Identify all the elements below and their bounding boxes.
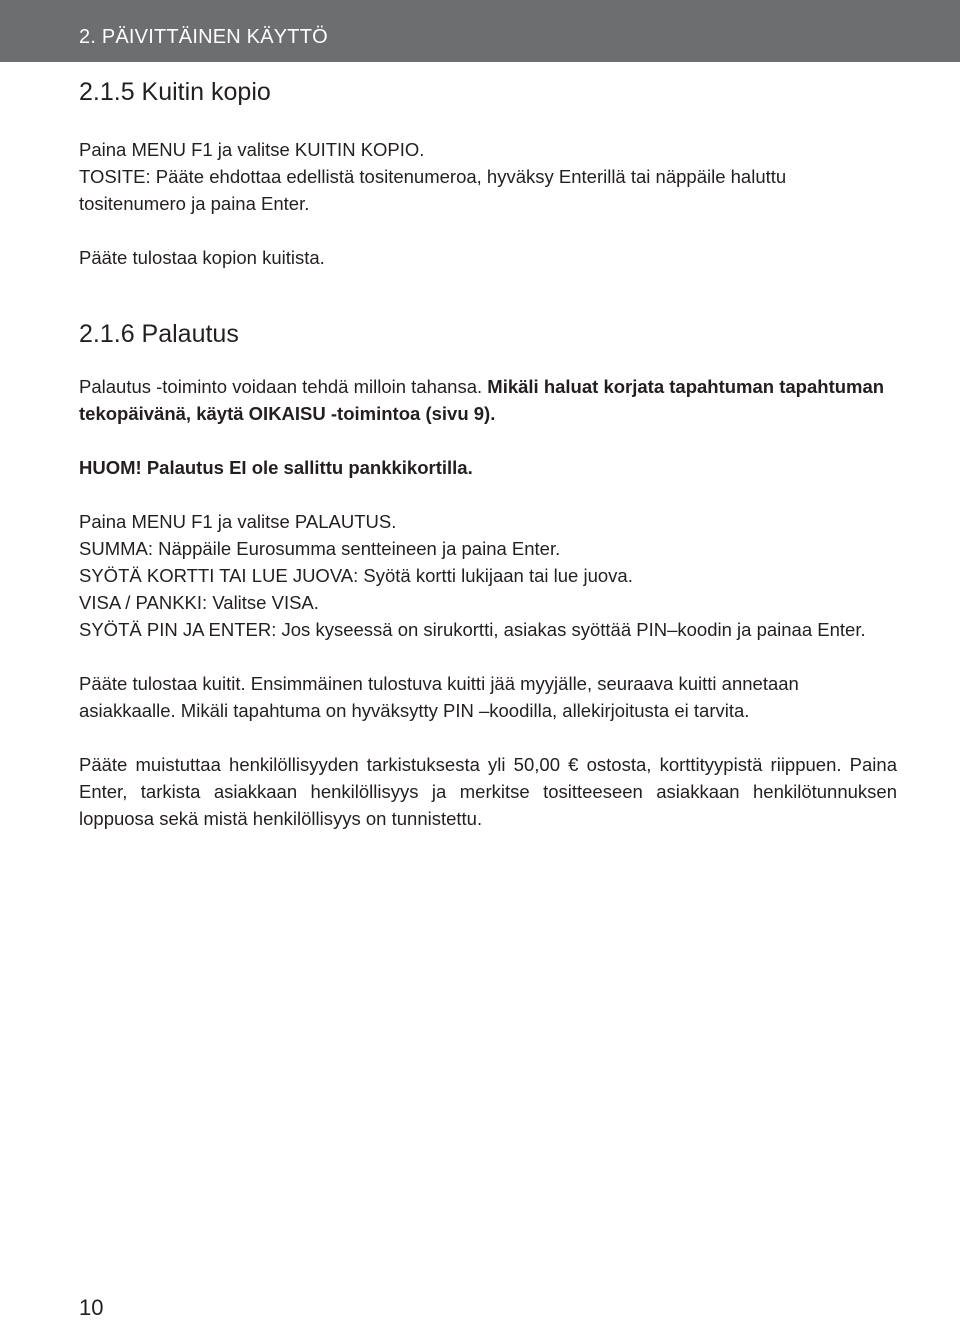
step-item: VISA / PANKKI: Valitse VISA. [79,592,319,613]
step-item: SYÖTÄ KORTTI TAI LUE JUOVA: Syötä kortti lukijaan tai lue juova. [79,565,633,586]
paragraph-id-check: Pääte muistuttaa henkilöllisyyden tarkistuksesta yli 50,00 € ostosta, korttityypistä riippuen. Paina Enter, tarkista asiakkaan henkilöllisyys ja merkitse tositteeseen asiakkaan henkilötunnuksen loppuosa sekä mistä henkilöllisyys on tunnistettu. [79,754,897,829]
intro-text: Palautus -toiminto voidaan tehdä milloin tahansa. [79,376,488,397]
paragraph-kopio-step2: TOSITE: Pääte ehdottaa edellistä tositenumeroa, hyväksy Enterillä tai näppäile haluttu tositenumero ja paina Enter. [79,166,787,214]
chapter-title: 2. PÄIVITTÄINEN KÄYTTÖ [79,26,328,48]
paragraph-palautus-intro [79,373,897,427]
paragraph-kopio-step1: Paina MENU F1 ja valitse KUITIN KOPIO. [79,139,425,160]
header-bar [0,0,960,62]
paragraph-print-info: Pääte tulostaa kuitit. Ensimmäinen tulostuva kuitti jää myyjälle, seuraava kuitti annetaan asiakkaalle. Mikäli tapahtuma on hyväksytty PIN –koodilla, allekirjoitusta ei tarvita. [79,673,799,721]
step-item: SYÖTÄ PIN JA ENTER: Jos kyseessä on sirukortti, asiakas syöttää PIN–koodin ja painaa Enter. [79,619,866,640]
page-content [79,76,897,832]
note-huom: HUOM! Palautus EI ole sallittu pankkikortilla. [79,457,473,478]
section-heading-palautus: 2.1.6 Palautus [79,320,239,348]
paragraph-kopio-result: Pääte tulostaa kopion kuitista. [79,247,325,268]
step-item: SUMMA: Näppäile Eurosumma sentteineen ja paina Enter. [79,538,561,559]
step-item: Paina MENU F1 ja valitse PALAUTUS. [79,511,397,532]
page-number: 10 [79,1295,104,1320]
section-heading-kuitin-kopio: 2.1.5 Kuitin kopio [79,78,271,106]
intro-bold-text: Mikäli haluat korjata tapahtuman tapahtuman tekopäivänä, käytä OIKAISU -toimintoa (sivu 9). [79,376,885,424]
